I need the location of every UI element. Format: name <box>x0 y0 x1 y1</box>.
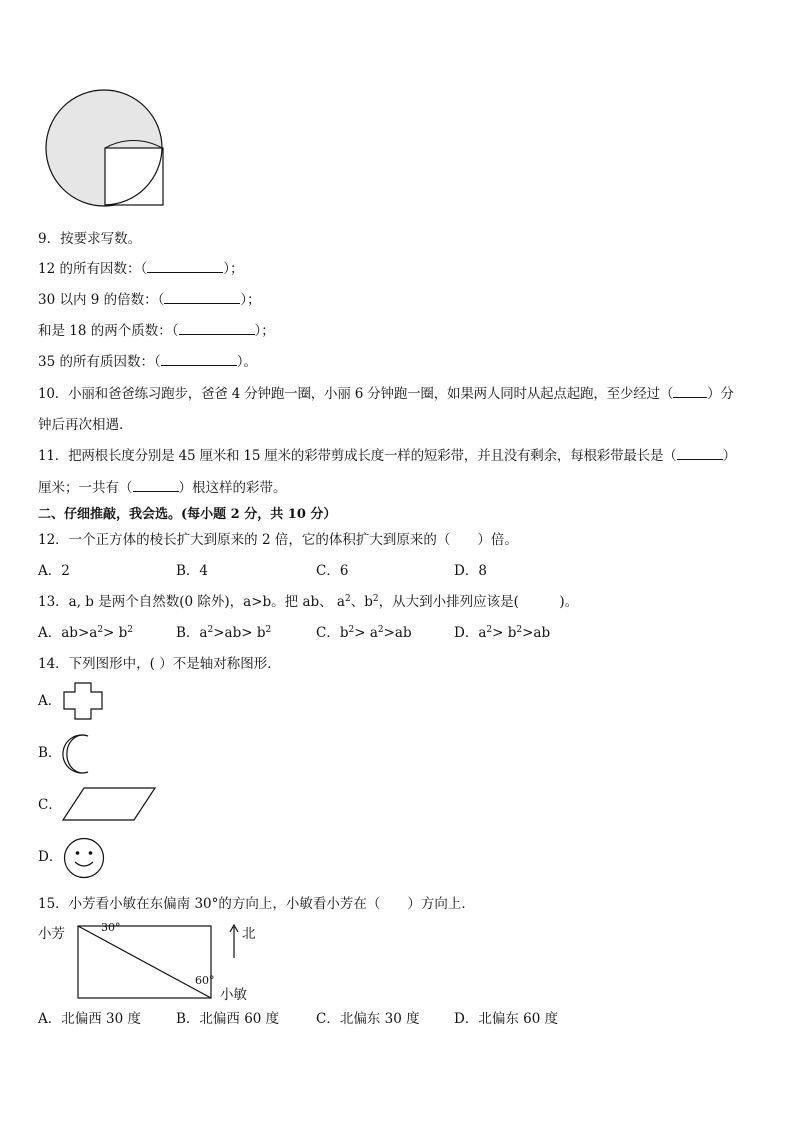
q15-option-b[interactable]: B．北偏西 60 度 <box>176 1011 280 1027</box>
q11-line1: 11．把两根长度分别是 45 厘米和 15 厘米的彩带剪成长度一样的短彩带，并且没有剩余，每根彩带最长是（ ） <box>38 448 736 464</box>
q12-stem: 12．一个正方体的棱长扩大到原来的 2 倍，它的体积扩大到原来的（ ）倍。 <box>38 532 518 548</box>
label-angle-60: 60° <box>195 974 215 987</box>
label-xiaomin: 小敏 <box>220 987 247 1003</box>
q13-option-b[interactable]: B．$a^2>ab> b^2$ <box>176 625 272 641</box>
q9-title: 9．按要求写数。 <box>38 231 142 247</box>
q15-option-d[interactable]: D．北偏东 60 度 <box>454 1011 559 1027</box>
north-arrow-icon <box>228 923 240 959</box>
q9-b-blank[interactable] <box>164 291 240 304</box>
section-2-heading: 二、仔细推敲，我会选。(每小题 2 分，共 10 分） <box>38 507 337 522</box>
label-xiaofang: 小芳 <box>38 926 65 942</box>
q12-option-b[interactable]: B．4 <box>176 563 209 579</box>
crescent-moon-icon <box>62 734 94 774</box>
q12-option-d[interactable]: D．8 <box>454 563 487 579</box>
q9-c-blank[interactable] <box>179 322 255 335</box>
q14-option-a[interactable]: A． <box>38 693 62 709</box>
cross-shape-icon <box>63 682 103 720</box>
q14-option-b[interactable]: B． <box>38 745 62 761</box>
q11-blank-1[interactable] <box>677 447 723 460</box>
direction-rectangle-diagram <box>77 925 213 999</box>
label-angle-30: 30° <box>101 921 121 934</box>
q9-a: 12 的所有因数：（ ）； <box>38 261 244 277</box>
q13-option-a[interactable]: A．$ab>a^2> b^2$ <box>38 625 134 641</box>
q12-option-c[interactable]: C．6 <box>316 563 349 579</box>
q15-stem: 15．小芳看小敏在东偏南 30°的方向上，小敏看小芳在（ ）方向上． <box>38 896 475 912</box>
q12-option-a[interactable]: A．2 <box>38 563 70 579</box>
q13-stem: 13．a, b 是两个自然数(0 除外)，a>b。把 ab、 $a^2$、$b^2$，从大到小排列应该是( )。 <box>38 594 579 610</box>
q14-option-d[interactable]: D． <box>38 849 63 865</box>
q15-option-c[interactable]: C．北偏东 30 度 <box>316 1011 420 1027</box>
q15-option-a[interactable]: A．北偏西 30 度 <box>38 1011 142 1027</box>
q11-blank-2[interactable] <box>133 479 179 492</box>
q9-d: 35 的所有质因数：（ ）。 <box>38 354 257 370</box>
q11-line2: 厘米；一共有（ ）根这样的彩带。 <box>38 480 287 496</box>
smiley-face-icon <box>63 837 105 879</box>
q9-b: 30 以内 9 的倍数：（ ）； <box>38 292 261 308</box>
q9-c: 和是 18 的两个质数：（ ）； <box>38 323 275 339</box>
label-north: 北 <box>242 926 256 942</box>
q13-option-d[interactable]: D．$a^2> b^2>ab$ <box>454 625 551 641</box>
q9-d-blank[interactable] <box>161 353 237 366</box>
circle-square-figure <box>46 90 166 206</box>
q14-stem: 14．下列图形中，( ）不是轴对称图形． <box>38 656 281 672</box>
q10-blank[interactable] <box>673 385 707 398</box>
q9-a-blank[interactable] <box>147 260 223 273</box>
q10-line1: 10．小丽和爸爸练习跑步，爸爸 4 分钟跑一圈，小丽 6 分钟跑一圈，如果两人同时从起点起跑，至少经过（ ）分 <box>38 386 734 402</box>
q14-option-c[interactable]: C． <box>38 797 62 813</box>
q10-line2: 钟后再次相遇． <box>38 417 133 433</box>
parallelogram-icon <box>62 787 156 821</box>
q13-option-c[interactable]: C．$b^2> a^2>ab$ <box>316 625 412 641</box>
